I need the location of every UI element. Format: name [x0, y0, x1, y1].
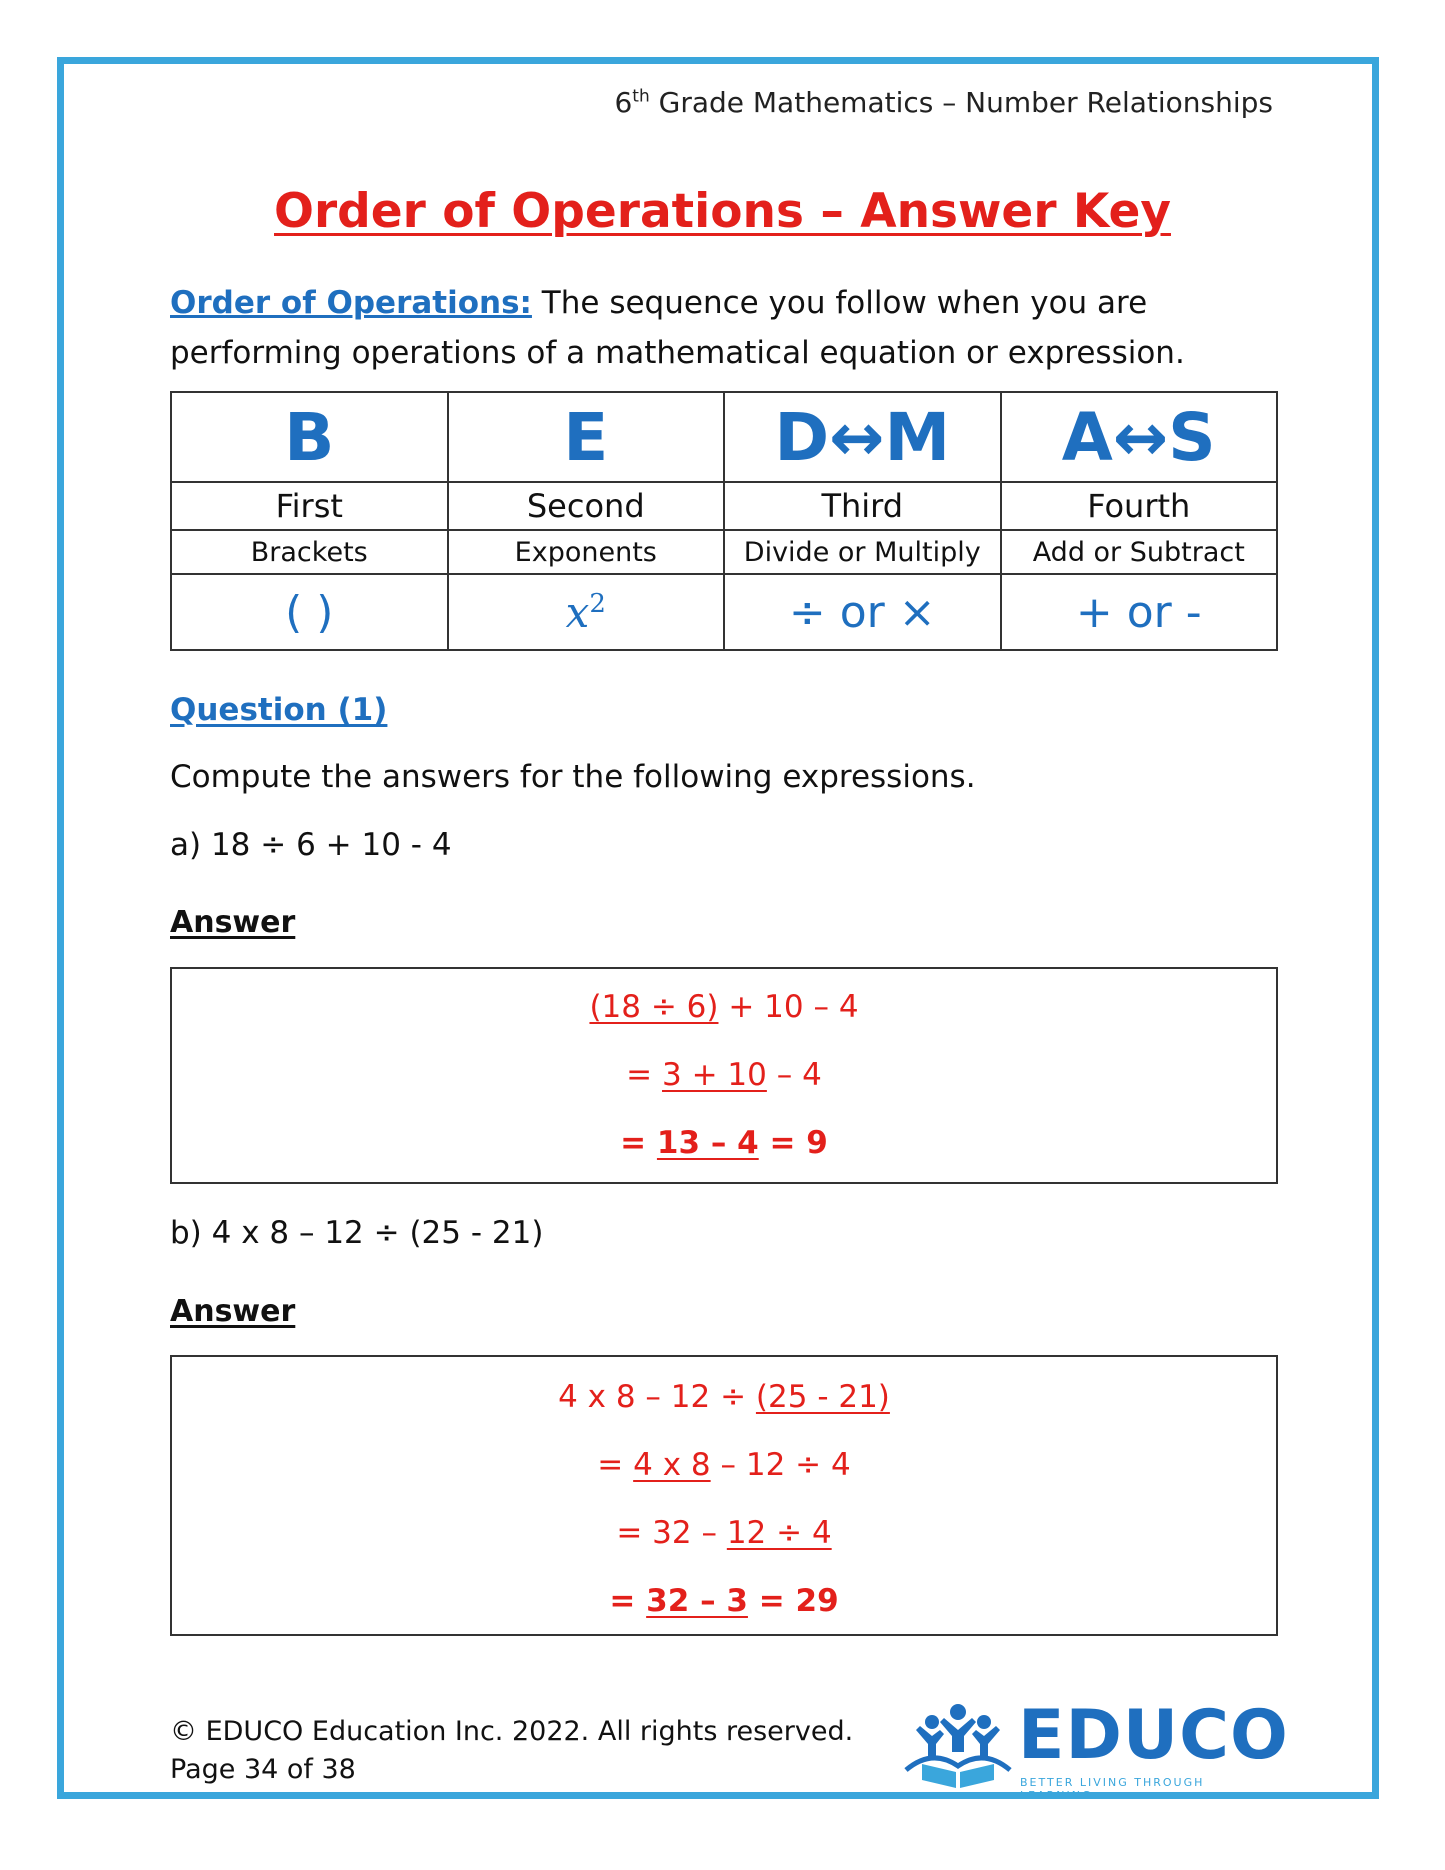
- symbol-brackets: ( ): [171, 574, 448, 650]
- name-add-subtract: Add or Subtract: [1001, 530, 1278, 574]
- educo-logo: [900, 1696, 1289, 1802]
- answer-box-a: [170, 967, 1278, 1184]
- symbol-exponent: [448, 574, 725, 650]
- answer-label-b: Answer: [170, 1294, 296, 1329]
- name-divide-multiply: Divide or Multiply: [724, 530, 1001, 574]
- problem-b: b) 4 x 8 – 12 ÷ (25 - 21): [170, 1215, 544, 1251]
- grade-number: 6: [614, 86, 633, 119]
- answer-b-step-2: = 4 x 8 – 12 ÷ 4: [597, 1447, 851, 1483]
- grade-suffix: th: [632, 86, 650, 107]
- order-third: Third: [724, 482, 1001, 530]
- page-number: Page 34 of 38: [170, 1754, 356, 1785]
- answer-box-b: [170, 1355, 1278, 1636]
- symbol-divide-multiply: ÷ or ×: [724, 574, 1001, 650]
- answer-b-step-4: = 32 – 3 = 29: [609, 1583, 839, 1619]
- question-label: Question (1): [170, 692, 388, 728]
- letter-b: B: [171, 392, 448, 482]
- answer-b-step-1: 4 x 8 – 12 ÷ (25 - 21): [558, 1379, 890, 1415]
- answer-a-step-1: (18 ÷ 6) + 10 – 4: [589, 989, 859, 1025]
- exponent-power: 2: [589, 588, 606, 619]
- answer-label-a: Answer: [170, 905, 296, 940]
- answer-a-step-2: = 3 + 10 – 4: [626, 1057, 822, 1093]
- letter-as: A↔S: [1001, 392, 1278, 482]
- symbol-add-subtract: + or -: [1001, 574, 1278, 650]
- answer-b-step-3: = 32 – 12 ÷ 4: [616, 1515, 832, 1551]
- answer-a-step-3: = 13 – 4 = 9: [620, 1125, 828, 1161]
- definition-text: The sequence you follow when you are performing operations of a mathematical equation or expression.: [170, 285, 1185, 371]
- order-first: First: [171, 482, 448, 530]
- definition-term: Order of Operations:: [170, 285, 532, 321]
- order-second: Second: [448, 482, 725, 530]
- letter-dm: D↔M: [724, 392, 1001, 482]
- copyright-text: © EDUCO Education Inc. 2022. All rights reserved.: [170, 1716, 854, 1747]
- page-header: [614, 86, 1273, 119]
- operations-table: [170, 391, 1278, 651]
- logo-wordmark: EDUCO: [1018, 1696, 1289, 1775]
- name-brackets: Brackets: [171, 530, 448, 574]
- order-fourth: Fourth: [1001, 482, 1278, 530]
- header-text: Grade Mathematics – Number Relationships: [649, 86, 1273, 119]
- definition: [170, 278, 1280, 378]
- letter-e: E: [448, 392, 725, 482]
- problem-a: a) 18 ÷ 6 + 10 - 4: [170, 827, 452, 863]
- logo-tagline: BETTER LIVING THROUGH LEARNING: [1020, 1776, 1205, 1802]
- exponent-base: x: [565, 587, 590, 637]
- name-exponents: Exponents: [448, 530, 725, 574]
- logo-people-book-icon: [900, 1700, 1016, 1792]
- question-instruction: Compute the answers for the following expressions.: [170, 759, 976, 795]
- page-title: Order of Operations – Answer Key: [274, 184, 1171, 239]
